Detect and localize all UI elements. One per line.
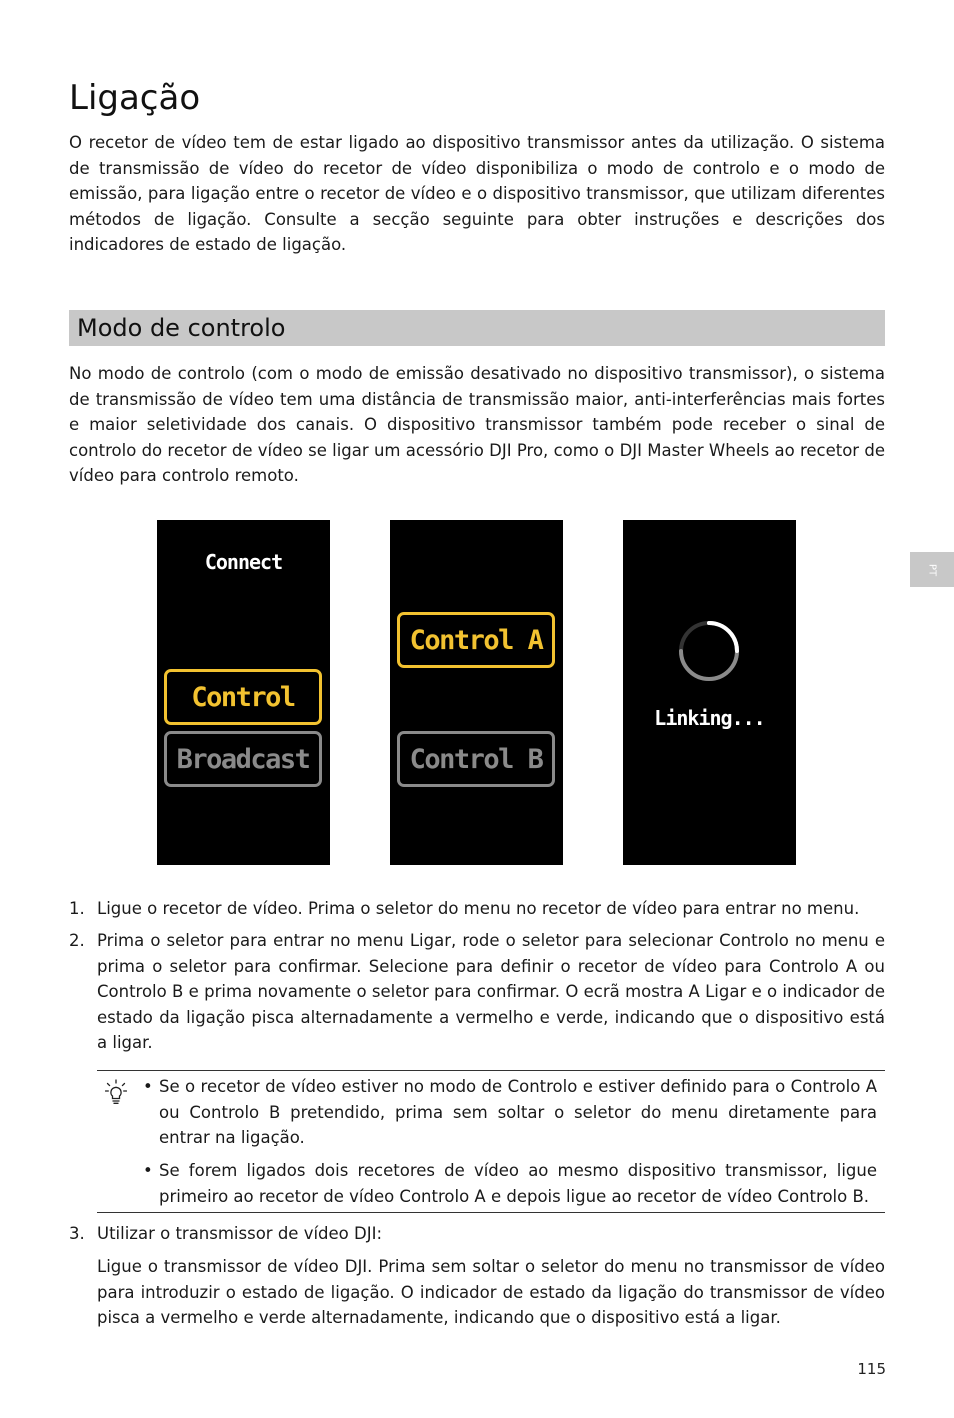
section-header [69,310,885,346]
screen-connect [157,520,330,865]
language-tab-label: PT [926,563,938,576]
screen-control-select [390,520,563,865]
language-tab [910,552,954,587]
control-option[interactable]: Control [164,669,322,725]
page-number: 115 [857,1360,886,1378]
tip-note: • Se o recetor de vídeo estiver no modo de Controlo e estiver definido para o Controlo A ou Controlo B pretendido, prima sem soltar o seletor do menu diretamente para entrar na ligação. • Se forem ligados dois recetores de vídeo ao mesmo dispositivo transmissor, ligue primeiro ao recetor de vídeo Controlo A e depois ligue ao recetor de vídeo Controlo B. [97,1070,885,1213]
control-a-option[interactable]: Control A [397,612,555,668]
section-title: Modo de controlo [77,314,286,342]
step-detail: Ligue o transmissor de vídeo DJI. Prima sem soltar o seletor do menu no transmissor de vídeo para introduzir o estado de ligação. O indicador de estado da ligação do transmissor de vídeo pisca a vermelho e verde alternadamente, indicando que o dispositivo está a ligar. [97,1257,885,1328]
step-text: Utilizar o transmissor de vídeo DJI: [97,1224,383,1243]
linking-status: Linking... [654,706,765,730]
screen-linking [623,520,796,865]
intro-paragraph: O recetor de vídeo tem de estar ligado ao dispositivo transmissor antes da utilização. O sistema de transmissão de vídeo do recetor de vídeo disponibiliza o modo de controlo e o modo de emissão, para ligação entre o recetor de vídeo e o dispositivo transmissor, que utilizam diferentes métodos de ligação. Consulte a secção seguinte para obter instruções e descrições dos indicadores de estado de ligação. [69,133,885,255]
step-number: 2. [69,931,85,950]
lightbulb-icon [105,1079,127,1105]
step-number: 1. [69,899,85,918]
step-number: 3. [69,1224,85,1243]
broadcast-option[interactable]: Broadcast [164,731,322,787]
page-title: Ligação [69,78,201,118]
step-text: Ligue o recetor de vídeo. Prima o seletor do menu no recetor de vídeo para entrar no menu. [97,899,860,918]
section-paragraph: No modo de controlo (com o modo de emissão desativado no dispositivo transmissor), o sistema de transmissão de vídeo tem uma distância de transmissão maior, anti-interferências mais fortes e maior seletividade dos canais. O dispositivo transmissor também pode receber o sinal de controlo do recetor de vídeo se ligar um acessório DJI Pro, como o DJI Master Wheels ao recetor de vídeo para controlo remoto. [69,364,885,486]
control-b-option[interactable]: Control B [397,731,555,787]
screen-heading: Connect [204,550,283,574]
step-text: Prima o seletor para entrar no menu Ligar, rode o seletor para selecionar Controlo no menu e prima o seletor para confirmar. Selecione para definir o recetor de vídeo para Controlo A ou Controlo B e prima novamente o seletor para confirmar. O ecrã mostra A Ligar e o indicador de estado da ligação pisca alternadamente a vermelho e verde, indicando que o dispositivo está a ligar. [97,931,885,1053]
loading-spinner-icon [675,617,743,685]
